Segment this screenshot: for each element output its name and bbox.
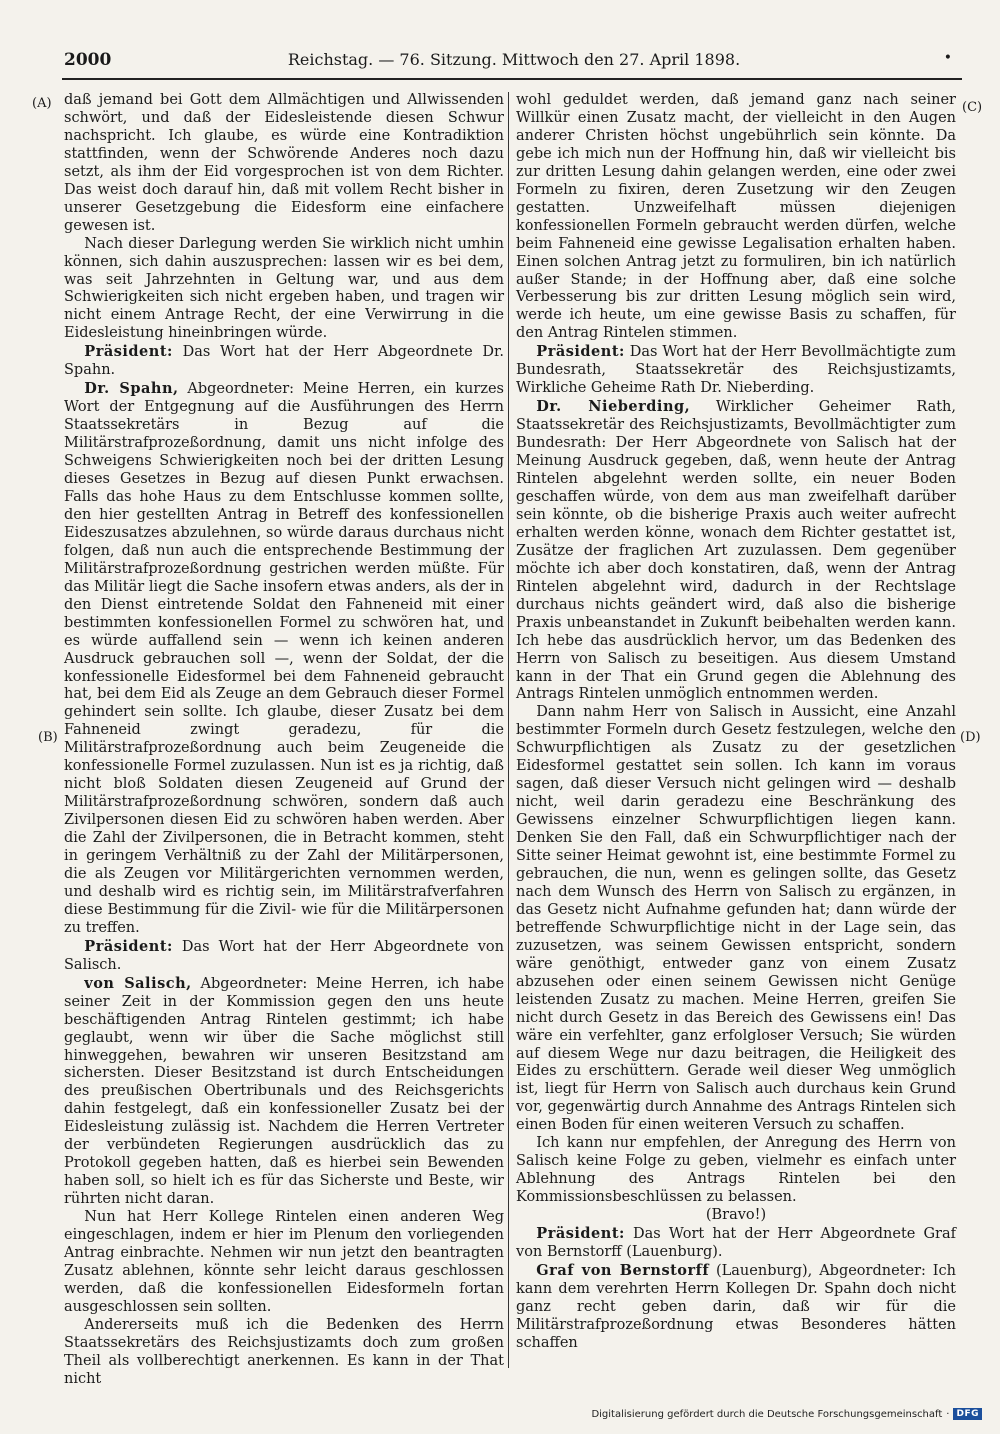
paragraph-text: Nach dieser Darlegung werden Sie wirklich nicht umhin können, sich dahin auszusprechen: lassen wir es bei dem, was seit Jahrzehnten in Geltung war, und aus dem Schwierigkeiten sich nicht ergeben haben, und tragen wir nicht einem Antrage Recht, der eine Verwirrung in die Eidesleistung hineinbringen würde. xyxy=(64,235,504,342)
margin-mark-c: (C) xyxy=(962,100,983,115)
margin-mark-d: (D) xyxy=(960,730,981,745)
speaker-name: Präsident: xyxy=(536,343,625,361)
paragraph xyxy=(64,343,504,380)
dfg-logo: DFG xyxy=(953,1408,982,1420)
paragraph xyxy=(64,1317,504,1389)
margin-mark-b: (B) xyxy=(38,730,58,745)
paragraph-text: Abgeordneter: Meine Herren, ein kurzes Wort der Entgegnung auf die Ausführungen des Herrn Staatssekretärs in Bezug auf die Militärstrafprozeßordnung, damit uns nicht infolge des Schweigens Schwierigkeiten noch bei der dritten Lesung dieses Gesetzes in Bezug auf diesen Punkt erwachsen. Falls das hohe Haus zu dem Entschlusse kommen sollte, den hier gestellten Antrag in Betreff des konfessionellen Eideszusatzes abzulehnen, so würde daraus durchaus nicht folgen, daß nun auch die entsprechende Bestimmung der Militärstrafprozeßordnung gestrichen werden müßte. Für das Militär liegt die Sache insofern etwas anders, als der in den Dienst eintretende Soldat den Fahneneid mit einer bestimmten konfessionellen Formel zu schwören hat, und es würde auffallend sein — wenn ich keinen anderen Ausdruck gebrauchen soll —, wenn der Soldat, der die konfessionelle Eidesformel bei dem Fahneneid gebraucht hat, bei dem Eid als Zeuge an dem Gebrauch dieser Formel gehindert sein sollte. Ich glaube, dieser Zusatz bei dem Fahneneid zwingt geradezu, für die Militärstrafprozeßordnung auch beim Zeugeneide die konfessionelle Formel zuzulassen. Nun ist es ja richtig, daß nicht bloß Soldaten diesen Zeugeneid auf Grund der Militärstrafprozeßordnung schwören, sondern daß auch Zivilpersonen diesen Eid zu schwören haben werden. Aber die Zahl der Zivilpersonen, die in Betracht kommen, steht in geringem Verhältniß zu der Zahl der Militärpersonen, die als Zeugen vor Militärgerichten vernommen werden, und deshalb wird es richtig sein, im Militärstrafverfahren diese Bestimmung für die Zivil- wie für die Militärpersonen zu treffen. xyxy=(64,381,504,936)
paragraph-text: Das Wort hat der Herr Abgeordnete Dr. Spahn. xyxy=(64,344,505,379)
speaker-name: Präsident: xyxy=(536,1225,625,1243)
paragraph xyxy=(64,236,504,344)
speaker-name: von Salisch, xyxy=(84,974,192,992)
paragraph xyxy=(516,1262,956,1353)
right-column xyxy=(516,92,956,1353)
speaker-name: Dr. Spahn, xyxy=(84,380,179,398)
paragraph-text: daß jemand bei Gott dem Allmächtigen und Allwissenden schwört, und daß der Eidesleistende diesen Schwur nachspricht. Ich glaube, es würde eine Kontradiktion stattfinden, wenn der Schwörende Anderes noch dazu setzt, als ihm der Eid vorgesprochen ist von dem Richter. Das weist doch darauf hin, daß mit vollem Recht bisher in unserer Gesetzgebung die Eidesform eine einfachere gewesen ist. xyxy=(64,92,504,234)
footer-credit: Digitalisierung gefördert durch die Deutsche Forschungsgemeinschaft · DFG xyxy=(591,1408,982,1420)
paragraph-text: Das Wort hat der Herr Bevollmächtigte zum Bundesrath, Staatssekretär des Reichsjustizamts, Wirkliche Geheime Rath Dr. Nieberding. xyxy=(516,344,957,397)
page-header xyxy=(64,50,960,74)
paragraph xyxy=(64,92,504,236)
running-title: Reichstag. — 76. Sitzung. Mittwoch den 27. April 1898. xyxy=(287,50,741,69)
page-number: 2000 xyxy=(64,50,112,70)
paragraph xyxy=(516,1225,956,1262)
paragraph xyxy=(64,938,504,975)
speaker-name: Präsident: xyxy=(84,937,173,955)
paragraph xyxy=(516,704,956,1135)
paragraph xyxy=(516,343,956,398)
paragraph xyxy=(516,92,956,343)
left-column xyxy=(64,92,504,1389)
speaker-name: Graf von Bernstorff xyxy=(536,1261,710,1279)
paragraph-text: Andererseits muß ich die Bedenken des Herrn Staatssekretärs des Reichsjustizamts doch zum großen Theil als vollberechtigt anerkennen. Es kann in der That nicht xyxy=(64,1316,504,1387)
corner-mark: • xyxy=(943,50,952,66)
paragraph xyxy=(64,380,504,938)
paragraph-text: Wirklicher Geheimer Rath, Staatssekretär des Reichsjustizamts, Bevollmächtigter zum Bundesrath: Der Herr Abgeordnete von Salisch hat der Meinung Ausdruck gegeben, daß, wenn heute der Antrag Rintelen abgelehnt werden sollte, ein neuer Boden geschaffen würde, von dem aus man zweifelhaft darüber sein könnte, ob die bisherige Praxis auch weiter aufrecht erhalten werden könne, wonach dem Richter gestattet ist, Zusätze der fraglichen Art zuzulassen. Dem gegenüber möchte ich aber doch konstatiren, daß, wenn der Antrag Rintelen abgelehnt wird, dadurch in der Rechtslage durchaus nichts geändert wird, daß also die bisherige Praxis unbeanstandet in Zukunft beibehalten werden kann. Ich hebe das ausdrücklich hervor, um das Bedenken des Herrn von Salisch zu beseitigen. Aus diesem Umstand kann in der That ein Grund gegen die Ablehnung des Antrags Rintelen unmöglich entnommen werden. xyxy=(516,399,956,703)
paragraph-text: (Bravo!) xyxy=(705,1207,767,1224)
paragraph xyxy=(64,1209,504,1317)
paragraph-text: (Lauenburg), Abgeordneter: Ich kann dem verehrten Herrn Kollegen Dr. Spahn doch nicht ganz recht geben darin, daß wir für die Militärstrafprozeßordnung etwas Besonderes hätten schaffen xyxy=(516,1262,956,1351)
header-rule xyxy=(62,78,962,80)
column-divider xyxy=(508,92,509,1368)
paragraph xyxy=(516,1135,956,1207)
paragraph xyxy=(516,398,956,704)
paragraph-text: Ich kann nur empfehlen, der Anregung des Herrn von Salisch keine Folge zu geben, vielmehr es einfach unter Ablehnung des Antrags Rintelen bei den Kommissionsbeschlüssen zu belassen. xyxy=(516,1135,956,1206)
paragraph xyxy=(516,1207,956,1225)
speaker-name: Dr. Nieberding, xyxy=(536,398,691,416)
paragraph-text: Das Wort hat der Herr Abgeordnete Graf von Bernstorff (Lauenburg). xyxy=(516,1226,957,1260)
paragraph-text: Dann nahm Herr von Salisch in Aussicht, eine Anzahl bestimmter Formeln durch Gesetz festzulegen, welche den Schwurpflichtigen als Zusatz zu der gesetzlichen Eidesformel gestattet sein sollen. Ich kann im voraus sagen, daß dieser Versuch nicht gelingen wird — deshalb nicht, weil darin geradezu eine Beschränkung des Gewissens einzelner Schwurpflichtigen liegen kann. Denken Sie den Fall, daß ein Schwurpflichtiger nach der Sitte seiner Heimat gewohnt ist, eine bestimmte Formel zu gebrauchen, die nun, wenn es gelingen sollte, das Gesetz nach dem Wunsch des Herrn von Salisch zu ergänzen, in das Gesetz nicht Aufnahme gefunden hat; dann würde der betreffende Schwurpflichtige nicht in der Lage sein, das zuzusetzen, was seinem Gewissen entspricht, sondern wäre genöthigt, entweder ganz von einem Zusatz abzusehen oder einen seinem Gewissen nicht Genüge leistenden Zusatz zu machen. Meine Herren, greifen Sie nicht durch Gesetz in das Bereich des Gewissens ein! Das wäre ein verfehlter, ganz erfolgloser Versuch; Sie würden auf diesem Wege nur dazu beitragen, die Heiligkeit des Eides zu erschüttern. Gerade weil dieser Weg unmöglich ist, liegt für Herrn von Salisch auch durchaus kein Grund vor, gegenwärtig durch Annahme des Antrags Rintelen sich einen Boden für einen weiteren Versuch zu schaffen. xyxy=(516,704,956,1134)
paragraph-text: Abgeordneter: Meine Herren, ich habe seiner Zeit in der Kommission gegen den uns heute beschäftigenden Antrag Rintelen gestimmt; ich habe geglaubt, wenn wir über die Sache möglichst still hinweggehen, bewahren wir unseren Besitzstand am sichersten. Dieser Besitzstand ist durch Entscheidungen des preußischen Obertribunals und des Reichsgerichts dahin festgelegt, daß ein konfessioneller Zusatz bei der Eidesleistung zulässig ist. Nachdem die Herren Vertreter der verbündeten Regierungen ausdrücklich das zu Protokoll gegeben hatten, daß es hierbei sein Bewenden haben soll, so hielt ich es für das Sicherste und Beste, wir rührten nicht daran. xyxy=(64,975,505,1208)
paragraph-text: Das Wort hat der Herr Abgeordnete von Salisch. xyxy=(64,938,504,973)
paragraph-text: wohl geduldet werden, daß jemand ganz nach seiner Willkür einen Zusatz macht, der vielleicht in den Augen anderer Christen höchst ungebührlich sein könnte. Da gebe ich mich nun der Hoffnung hin, daß wir vielleicht bis zur dritten Lesung dahin gelangen werden, eine oder zwei Formeln zu fixiren, deren Zusetzung wir den Zeugen gestatten. Unzweifelhaft müssen diejenigen konfessionellen Formeln gebraucht werden dürfen, welche beim Fahneneid eine gewisse Legalisation erhalten haben. Einen solchen Antrag jetzt zu formuliren, bin ich natürlich außer Stande; in der Hoffnung aber, daß eine solche Verbesserung bis zur dritten Lesung möglich sein wird, werde ich heute, um eine gewisse Basis zu schaffen, für den Antrag Rintelen stimmen. xyxy=(516,92,956,342)
speaker-name: Präsident: xyxy=(84,343,173,361)
paragraph-text: Nun hat Herr Kollege Rintelen einen anderen Weg eingeschlagen, indem er hier im Plenum den vorliegenden Antrag einbrachte. Nehmen wir nun jetzt den beantragten Zusatz ablehnen, könnte sehr leicht daraus geschlossen werden, daß die konfessionellen Eidesformeln fortan ausgeschlossen sein sollten. xyxy=(64,1209,504,1315)
margin-mark-a: (A) xyxy=(32,96,52,111)
paragraph xyxy=(64,975,504,1209)
credit-text: Digitalisierung gefördert durch die Deutsche Forschungsgemeinschaft xyxy=(591,1408,943,1420)
